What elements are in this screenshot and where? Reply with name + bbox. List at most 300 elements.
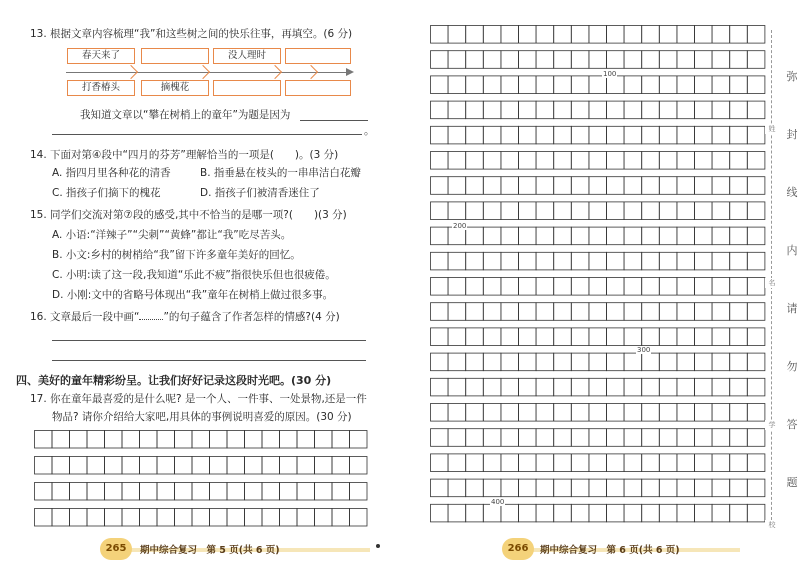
grid-cell[interactable] <box>607 454 625 472</box>
grid-cell[interactable] <box>192 483 210 501</box>
grid-cell[interactable] <box>642 76 660 94</box>
grid-cell[interactable] <box>695 101 713 119</box>
grid-cell[interactable] <box>695 378 713 396</box>
grid-cell[interactable] <box>730 328 748 346</box>
grid-cell[interactable] <box>589 504 607 522</box>
grid-cell[interactable] <box>431 126 449 144</box>
timeline-box-top-2[interactable] <box>141 48 209 64</box>
grid-cell[interactable] <box>554 378 572 396</box>
grid-cell[interactable] <box>431 227 449 245</box>
grid-cell[interactable] <box>642 328 660 346</box>
grid-cell[interactable] <box>501 101 519 119</box>
grid-cell[interactable] <box>642 101 660 119</box>
grid-cell[interactable] <box>695 454 713 472</box>
grid-cell[interactable] <box>677 429 695 447</box>
grid-cell[interactable] <box>297 431 315 449</box>
grid-cell[interactable] <box>210 509 228 527</box>
grid-cell[interactable] <box>712 378 730 396</box>
grid-cell[interactable] <box>448 429 466 447</box>
grid-cell[interactable] <box>70 483 88 501</box>
grid-cell[interactable] <box>519 479 537 497</box>
grid-cell[interactable] <box>350 457 368 475</box>
grid-cell[interactable] <box>747 227 765 245</box>
grid-cell[interactable] <box>122 457 140 475</box>
grid-cell[interactable] <box>501 404 519 422</box>
grid-cell[interactable] <box>695 177 713 195</box>
grid-cell[interactable] <box>87 483 105 501</box>
grid-cell[interactable] <box>571 202 589 220</box>
grid-cell[interactable] <box>448 353 466 371</box>
grid-cell[interactable] <box>747 378 765 396</box>
grid-cell[interactable] <box>747 353 765 371</box>
grid-cell[interactable] <box>677 227 695 245</box>
grid-cell[interactable] <box>659 504 677 522</box>
grid-cell[interactable] <box>642 252 660 270</box>
grid-cell[interactable] <box>175 483 193 501</box>
grid-cell[interactable] <box>730 152 748 170</box>
grid-cell[interactable] <box>501 26 519 44</box>
grid-cell[interactable] <box>571 152 589 170</box>
grid-cell[interactable] <box>87 457 105 475</box>
grid-cell[interactable] <box>501 177 519 195</box>
grid-cell[interactable] <box>607 504 625 522</box>
grid-cell[interactable] <box>607 378 625 396</box>
grid-cell[interactable] <box>431 378 449 396</box>
grid-cell[interactable] <box>747 152 765 170</box>
grid-cell[interactable] <box>747 278 765 296</box>
grid-cell[interactable] <box>642 126 660 144</box>
grid-cell[interactable] <box>624 252 642 270</box>
grid-cell[interactable] <box>712 202 730 220</box>
grid-cell[interactable] <box>659 454 677 472</box>
grid-cell[interactable] <box>730 454 748 472</box>
grid-cell[interactable] <box>695 227 713 245</box>
grid-cell[interactable] <box>227 457 245 475</box>
grid-cell[interactable] <box>712 227 730 245</box>
grid-cell[interactable] <box>554 278 572 296</box>
grid-cell[interactable] <box>747 429 765 447</box>
grid-cell[interactable] <box>624 278 642 296</box>
grid-cell[interactable] <box>589 303 607 321</box>
grid-cell[interactable] <box>589 429 607 447</box>
grid-cell[interactable] <box>483 404 501 422</box>
grid-cell[interactable] <box>747 126 765 144</box>
grid-cell[interactable] <box>624 101 642 119</box>
grid-cell[interactable] <box>483 177 501 195</box>
grid-cell[interactable] <box>466 479 484 497</box>
writing-grid-left[interactable] <box>34 430 368 534</box>
grid-cell[interactable] <box>730 26 748 44</box>
grid-cell[interactable] <box>70 509 88 527</box>
grid-cell[interactable] <box>466 454 484 472</box>
grid-cell[interactable] <box>712 76 730 94</box>
grid-cell[interactable] <box>642 177 660 195</box>
grid-cell[interactable] <box>280 483 298 501</box>
grid-cell[interactable] <box>536 101 554 119</box>
grid-cell[interactable] <box>483 76 501 94</box>
grid-cell[interactable] <box>519 51 537 69</box>
grid-cell[interactable] <box>589 227 607 245</box>
grid-cell[interactable] <box>589 479 607 497</box>
grid-cell[interactable] <box>35 483 53 501</box>
grid-cell[interactable] <box>105 457 123 475</box>
grid-cell[interactable] <box>695 504 713 522</box>
grid-cell[interactable] <box>607 328 625 346</box>
grid-cell[interactable] <box>431 454 449 472</box>
grid-cell[interactable] <box>712 26 730 44</box>
grid-cell[interactable] <box>175 431 193 449</box>
grid-cell[interactable] <box>747 26 765 44</box>
grid-cell[interactable] <box>589 378 607 396</box>
grid-cell[interactable] <box>262 483 280 501</box>
grid-cell[interactable] <box>227 509 245 527</box>
grid-cell[interactable] <box>315 431 333 449</box>
grid-cell[interactable] <box>747 504 765 522</box>
grid-cell[interactable] <box>712 278 730 296</box>
grid-cell[interactable] <box>554 51 572 69</box>
grid-cell[interactable] <box>519 152 537 170</box>
grid-cell[interactable] <box>695 328 713 346</box>
grid-cell[interactable] <box>52 431 70 449</box>
grid-cell[interactable] <box>536 303 554 321</box>
grid-cell[interactable] <box>659 328 677 346</box>
grid-cell[interactable] <box>642 26 660 44</box>
grid-cell[interactable] <box>227 431 245 449</box>
grid-cell[interactable] <box>466 152 484 170</box>
grid-cell[interactable] <box>747 252 765 270</box>
grid-cell[interactable] <box>642 454 660 472</box>
grid-cell[interactable] <box>431 429 449 447</box>
grid-cell[interactable] <box>519 378 537 396</box>
grid-cell[interactable] <box>554 177 572 195</box>
grid-cell[interactable] <box>519 429 537 447</box>
grid-cell[interactable] <box>677 101 695 119</box>
grid-cell[interactable] <box>624 51 642 69</box>
grid-cell[interactable] <box>659 479 677 497</box>
grid-cell[interactable] <box>571 504 589 522</box>
grid-cell[interactable] <box>332 509 350 527</box>
grid-cell[interactable] <box>571 378 589 396</box>
grid-cell[interactable] <box>695 353 713 371</box>
grid-cell[interactable] <box>483 328 501 346</box>
grid-cell[interactable] <box>227 483 245 501</box>
grid-cell[interactable] <box>448 76 466 94</box>
grid-cell[interactable] <box>607 26 625 44</box>
grid-cell[interactable] <box>122 431 140 449</box>
grid-cell[interactable] <box>466 177 484 195</box>
grid-cell[interactable] <box>712 177 730 195</box>
grid-cell[interactable] <box>695 479 713 497</box>
grid-cell[interactable] <box>554 504 572 522</box>
grid-cell[interactable] <box>624 454 642 472</box>
grid-cell[interactable] <box>642 303 660 321</box>
grid-cell[interactable] <box>519 404 537 422</box>
grid-cell[interactable] <box>431 303 449 321</box>
grid-cell[interactable] <box>483 202 501 220</box>
grid-cell[interactable] <box>519 353 537 371</box>
grid-cell[interactable] <box>483 504 501 522</box>
grid-cell[interactable] <box>350 431 368 449</box>
grid-cell[interactable] <box>245 457 263 475</box>
grid-cell[interactable] <box>122 509 140 527</box>
grid-cell[interactable] <box>501 504 519 522</box>
grid-cell[interactable] <box>466 303 484 321</box>
grid-cell[interactable] <box>624 328 642 346</box>
grid-cell[interactable] <box>677 378 695 396</box>
grid-cell[interactable] <box>554 429 572 447</box>
grid-cell[interactable] <box>483 479 501 497</box>
grid-cell[interactable] <box>571 454 589 472</box>
grid-cell[interactable] <box>659 353 677 371</box>
grid-cell[interactable] <box>747 454 765 472</box>
grid-cell[interactable] <box>712 126 730 144</box>
grid-cell[interactable] <box>695 202 713 220</box>
grid-cell[interactable] <box>624 202 642 220</box>
grid-cell[interactable] <box>483 26 501 44</box>
grid-cell[interactable] <box>695 51 713 69</box>
grid-cell[interactable] <box>448 202 466 220</box>
grid-cell[interactable] <box>659 202 677 220</box>
grid-cell[interactable] <box>519 76 537 94</box>
grid-cell[interactable] <box>35 509 53 527</box>
grid-cell[interactable] <box>536 278 554 296</box>
grid-cell[interactable] <box>554 126 572 144</box>
grid-cell[interactable] <box>431 26 449 44</box>
grid-cell[interactable] <box>571 252 589 270</box>
grid-cell[interactable] <box>571 26 589 44</box>
grid-cell[interactable] <box>52 509 70 527</box>
grid-cell[interactable] <box>607 303 625 321</box>
grid-cell[interactable] <box>554 202 572 220</box>
grid-cell[interactable] <box>466 278 484 296</box>
grid-cell[interactable] <box>624 504 642 522</box>
grid-cell[interactable] <box>52 457 70 475</box>
grid-cell[interactable] <box>448 26 466 44</box>
grid-cell[interactable] <box>730 404 748 422</box>
grid-cell[interactable] <box>589 353 607 371</box>
grid-cell[interactable] <box>589 101 607 119</box>
timeline-box-bottom-4[interactable] <box>285 80 351 96</box>
option-15-d[interactable]: D. 小刚:文中的省略号体现出“我”童年在树梢上做过很多事。 <box>52 289 334 301</box>
grid-cell[interactable] <box>642 227 660 245</box>
grid-cell[interactable] <box>712 353 730 371</box>
grid-cell[interactable] <box>554 152 572 170</box>
grid-cell[interactable] <box>730 429 748 447</box>
grid-cell[interactable] <box>332 457 350 475</box>
grid-cell[interactable] <box>332 483 350 501</box>
grid-cell[interactable] <box>659 303 677 321</box>
grid-cell[interactable] <box>519 101 537 119</box>
grid-cell[interactable] <box>105 483 123 501</box>
grid-cell[interactable] <box>571 303 589 321</box>
grid-cell[interactable] <box>536 404 554 422</box>
grid-cell[interactable] <box>677 26 695 44</box>
grid-cell[interactable] <box>642 51 660 69</box>
grid-cell[interactable] <box>607 227 625 245</box>
grid-cell[interactable] <box>624 479 642 497</box>
grid-cell[interactable] <box>554 26 572 44</box>
grid-cell[interactable] <box>607 252 625 270</box>
grid-cell[interactable] <box>730 51 748 69</box>
grid-cell[interactable] <box>712 252 730 270</box>
answer-line[interactable] <box>52 360 366 361</box>
grid-cell[interactable] <box>536 454 554 472</box>
grid-cell[interactable] <box>695 76 713 94</box>
grid-cell[interactable] <box>483 51 501 69</box>
grid-cell[interactable] <box>712 303 730 321</box>
grid-cell[interactable] <box>431 353 449 371</box>
grid-cell[interactable] <box>175 457 193 475</box>
grid-cell[interactable] <box>677 202 695 220</box>
grid-cell[interactable] <box>730 177 748 195</box>
grid-cell[interactable] <box>448 152 466 170</box>
grid-cell[interactable] <box>571 51 589 69</box>
grid-cell[interactable] <box>730 303 748 321</box>
grid-cell[interactable] <box>157 483 175 501</box>
grid-cell[interactable] <box>624 227 642 245</box>
grid-cell[interactable] <box>554 479 572 497</box>
grid-cell[interactable] <box>677 303 695 321</box>
grid-cell[interactable] <box>695 26 713 44</box>
grid-cell[interactable] <box>589 26 607 44</box>
grid-cell[interactable] <box>192 457 210 475</box>
grid-cell[interactable] <box>730 252 748 270</box>
grid-cell[interactable] <box>87 509 105 527</box>
timeline-box-top-4[interactable] <box>285 48 351 64</box>
grid-cell[interactable] <box>695 303 713 321</box>
timeline-box-bottom-3[interactable] <box>213 80 281 96</box>
grid-cell[interactable] <box>589 126 607 144</box>
grid-cell[interactable] <box>571 479 589 497</box>
grid-cell[interactable] <box>730 126 748 144</box>
grid-cell[interactable] <box>712 51 730 69</box>
grid-cell[interactable] <box>280 431 298 449</box>
grid-cell[interactable] <box>431 328 449 346</box>
grid-cell[interactable] <box>642 378 660 396</box>
grid-cell[interactable] <box>677 504 695 522</box>
grid-cell[interactable] <box>245 483 263 501</box>
grid-cell[interactable] <box>659 26 677 44</box>
grid-cell[interactable] <box>677 152 695 170</box>
grid-cell[interactable] <box>730 278 748 296</box>
grid-cell[interactable] <box>589 404 607 422</box>
grid-cell[interactable] <box>677 76 695 94</box>
grid-cell[interactable] <box>519 504 537 522</box>
grid-cell[interactable] <box>245 431 263 449</box>
grid-cell[interactable] <box>466 76 484 94</box>
grid-cell[interactable] <box>483 227 501 245</box>
grid-cell[interactable] <box>589 76 607 94</box>
answer-line[interactable] <box>300 120 368 121</box>
grid-cell[interactable] <box>210 483 228 501</box>
grid-cell[interactable] <box>519 126 537 144</box>
grid-cell[interactable] <box>730 76 748 94</box>
grid-cell[interactable] <box>466 353 484 371</box>
grid-cell[interactable] <box>571 76 589 94</box>
grid-cell[interactable] <box>554 303 572 321</box>
grid-cell[interactable] <box>350 509 368 527</box>
grid-cell[interactable] <box>747 101 765 119</box>
grid-cell[interactable] <box>624 303 642 321</box>
grid-cell[interactable] <box>519 227 537 245</box>
grid-cell[interactable] <box>677 404 695 422</box>
grid-cell[interactable] <box>624 126 642 144</box>
grid-cell[interactable] <box>747 303 765 321</box>
grid-cell[interactable] <box>730 378 748 396</box>
grid-cell[interactable] <box>87 431 105 449</box>
grid-cell[interactable] <box>607 101 625 119</box>
grid-cell[interactable] <box>483 252 501 270</box>
grid-cell[interactable] <box>536 26 554 44</box>
grid-cell[interactable] <box>501 252 519 270</box>
grid-cell[interactable] <box>501 429 519 447</box>
grid-cell[interactable] <box>677 126 695 144</box>
grid-cell[interactable] <box>712 404 730 422</box>
grid-cell[interactable] <box>571 177 589 195</box>
grid-cell[interactable] <box>501 227 519 245</box>
grid-cell[interactable] <box>192 509 210 527</box>
grid-cell[interactable] <box>315 457 333 475</box>
grid-cell[interactable] <box>571 404 589 422</box>
grid-cell[interactable] <box>747 404 765 422</box>
grid-cell[interactable] <box>624 429 642 447</box>
grid-cell[interactable] <box>642 404 660 422</box>
grid-cell[interactable] <box>677 177 695 195</box>
grid-cell[interactable] <box>747 51 765 69</box>
grid-cell[interactable] <box>466 101 484 119</box>
grid-cell[interactable] <box>571 126 589 144</box>
grid-cell[interactable] <box>747 76 765 94</box>
grid-cell[interactable] <box>536 152 554 170</box>
grid-cell[interactable] <box>747 202 765 220</box>
grid-cell[interactable] <box>431 252 449 270</box>
grid-cell[interactable] <box>519 328 537 346</box>
grid-cell[interactable] <box>536 378 554 396</box>
grid-cell[interactable] <box>448 126 466 144</box>
grid-cell[interactable] <box>571 278 589 296</box>
grid-cell[interactable] <box>571 429 589 447</box>
grid-cell[interactable] <box>210 457 228 475</box>
grid-cell[interactable] <box>519 278 537 296</box>
grid-cell[interactable] <box>730 479 748 497</box>
grid-cell[interactable] <box>70 457 88 475</box>
grid-cell[interactable] <box>122 483 140 501</box>
grid-cell[interactable] <box>280 509 298 527</box>
option-15-a[interactable]: A. 小语:“洋辣子”“尖刺”“黄蜂”都让“我”吃尽苦头。 <box>52 229 292 241</box>
grid-cell[interactable] <box>659 51 677 69</box>
grid-cell[interactable] <box>536 51 554 69</box>
grid-cell[interactable] <box>519 303 537 321</box>
grid-cell[interactable] <box>747 177 765 195</box>
grid-cell[interactable] <box>210 431 228 449</box>
grid-cell[interactable] <box>431 278 449 296</box>
grid-cell[interactable] <box>607 278 625 296</box>
grid-cell[interactable] <box>501 152 519 170</box>
grid-cell[interactable] <box>642 504 660 522</box>
grid-cell[interactable] <box>519 454 537 472</box>
grid-cell[interactable] <box>297 457 315 475</box>
answer-line[interactable] <box>52 340 366 341</box>
grid-cell[interactable] <box>536 126 554 144</box>
grid-cell[interactable] <box>607 152 625 170</box>
grid-cell[interactable] <box>642 353 660 371</box>
grid-cell[interactable] <box>589 51 607 69</box>
grid-cell[interactable] <box>554 404 572 422</box>
grid-cell[interactable] <box>315 483 333 501</box>
grid-cell[interactable] <box>659 378 677 396</box>
grid-cell[interactable] <box>589 152 607 170</box>
grid-cell[interactable] <box>483 353 501 371</box>
